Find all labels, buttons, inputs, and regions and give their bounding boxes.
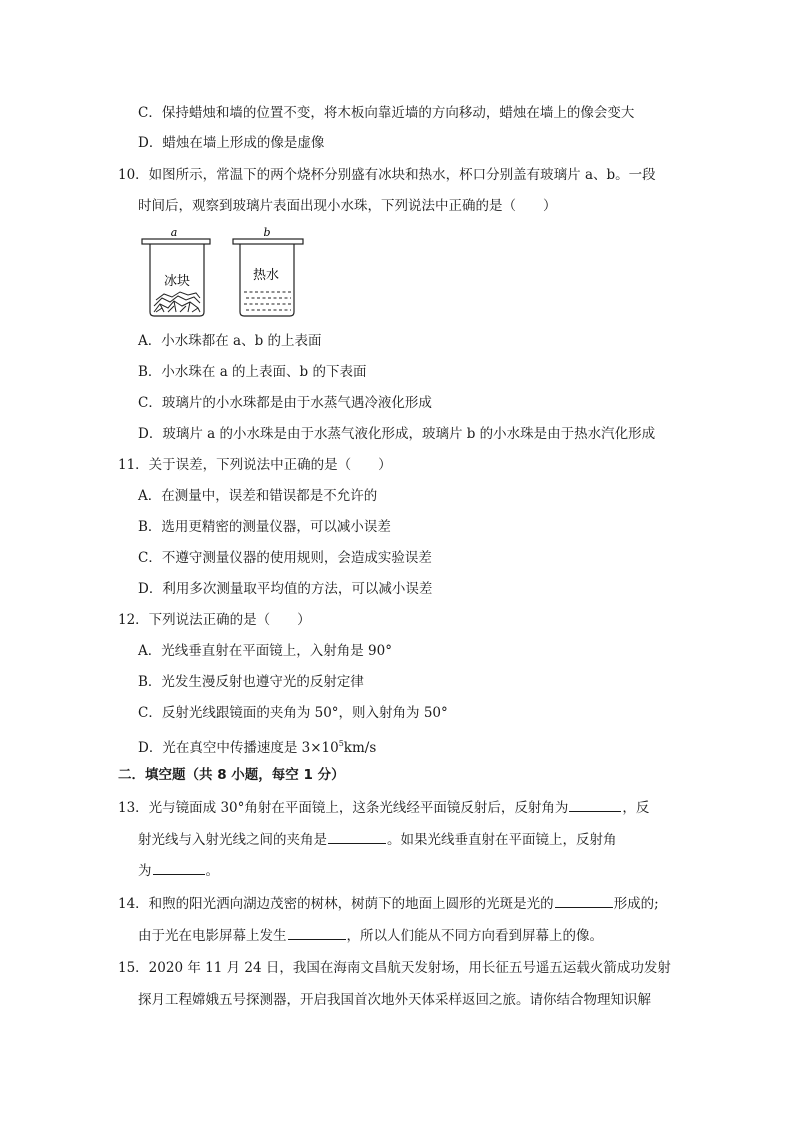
q11-option-b[interactable]: B．选用更精密的测量仪器，可以减小误差 [138,519,391,535]
q10-option-b[interactable]: B．小水珠在 a 的上表面、b 的下表面 [138,364,367,380]
q14-line1-text: 14．和煦的阳光洒向湖边茂密的树林，树荫下的地面上圆形的光斑是光的 [118,896,554,912]
q15-line2: 探月工程嫦娥五号探测器，开启我国首次地外天体采样返回之旅。请你结合物理知识解 [138,992,651,1008]
q13-line3 [138,860,219,881]
q9-option-d[interactable]: D．蜡烛在墙上形成的像是虚像 [138,135,325,151]
q13-line1 [118,797,649,818]
hot-water-label: 热水 [252,268,280,283]
q12-option-d-text: D．光在真空中传播速度是 3×10 [138,740,339,756]
q13-blank-1[interactable] [569,797,621,812]
section-title: 二．填空题（共 8 小题，每空 1 分） [118,767,345,783]
ice-label: 冰块 [163,274,191,289]
unit: km/s [343,740,377,756]
q10-stem-line2: 时间后，观察到玻璃片表面出现小水珠，下列说法中正确的是（ ） [138,198,557,214]
q11-stem: 11．关于误差，下列说法中正确的是（ ） [118,457,392,473]
label-a: a [170,226,178,239]
q14-line2-tail: ，所以人们能从不同方向看到屏幕上的像。 [346,928,603,944]
q14-line2 [138,925,603,946]
q14-line1-tail: 形成的; [613,896,659,912]
q10-option-c[interactable]: C．玻璃片的小水珠都是由于水蒸气遇冷液化形成 [138,395,432,411]
q10-stem-line1: 10．如图所示，常温下的两个烧杯分别盛有冰块和热水，杯口分别盖有玻璃片 a、b。一段 [118,167,656,183]
q11-option-d[interactable]: D．利用多次测量取平均值的方法，可以减小误差 [138,581,433,597]
q14-line1 [118,893,659,914]
beaker-b [233,226,303,316]
q13-line2-text: 射光线与入射光线之间的夹角是 [138,832,327,848]
q14-blank-1[interactable] [555,893,613,908]
q13-line3-text: 为 [138,863,152,879]
q11-option-a[interactable]: A．在测量中，误差和错误都是不允许的 [138,488,378,504]
q10-option-a[interactable]: A．小水珠都在 a、b 的上表面 [138,333,322,349]
q12-option-d[interactable] [138,734,376,758]
beaker-figure [140,226,310,320]
exponent: 5 [338,739,344,748]
q12-option-a[interactable]: A．光线垂直射在平面镜上，入射角是 90° [138,643,392,659]
beaker-a [142,226,210,316]
q11-option-c[interactable]: C．不遵守测量仪器的使用规则，会造成实验误差 [138,550,432,566]
q10-option-d[interactable]: D．玻璃片 a 的小水珠是由于水蒸气液化形成，玻璃片 b 的小水珠是由于热水汽化形成 [138,426,656,442]
q13-line1-tail: ，反 [622,800,650,816]
q12-option-b[interactable]: B．光发生漫反射也遵守光的反射定律 [138,674,364,690]
q13-line3-tail: 。 [205,863,219,879]
q12-option-c[interactable]: C．反射光线跟镜面的夹角为 50°，则入射角为 50° [138,705,448,721]
q13-line2-tail: 。如果光线垂直射在平面镜上，反射角 [387,832,617,848]
q13-blank-3[interactable] [153,860,205,875]
q15-line1: 15．2020 年 11 月 24 日，我国在海南文昌航天发射场，用长征五号遥五运载火箭成功发射 [118,960,671,976]
q14-blank-2[interactable] [288,925,346,940]
label-b: b [263,226,271,239]
q9-option-c[interactable]: C．保持蜡烛和墙的位置不变，将木板向靠近墙的方向移动，蜡烛在墙上的像会变大 [138,105,635,121]
q13-line2 [138,829,617,850]
q14-line2-text: 由于光在电影屏幕上发生 [138,928,287,944]
q13-blank-2[interactable] [328,829,386,844]
q12-stem: 12．下列说法正确的是（ ） [118,612,311,628]
q13-line1-text: 13．光与镜面成 30°角射在平面镜上，这条光线经平面镜反射后，反射角为 [118,800,569,816]
